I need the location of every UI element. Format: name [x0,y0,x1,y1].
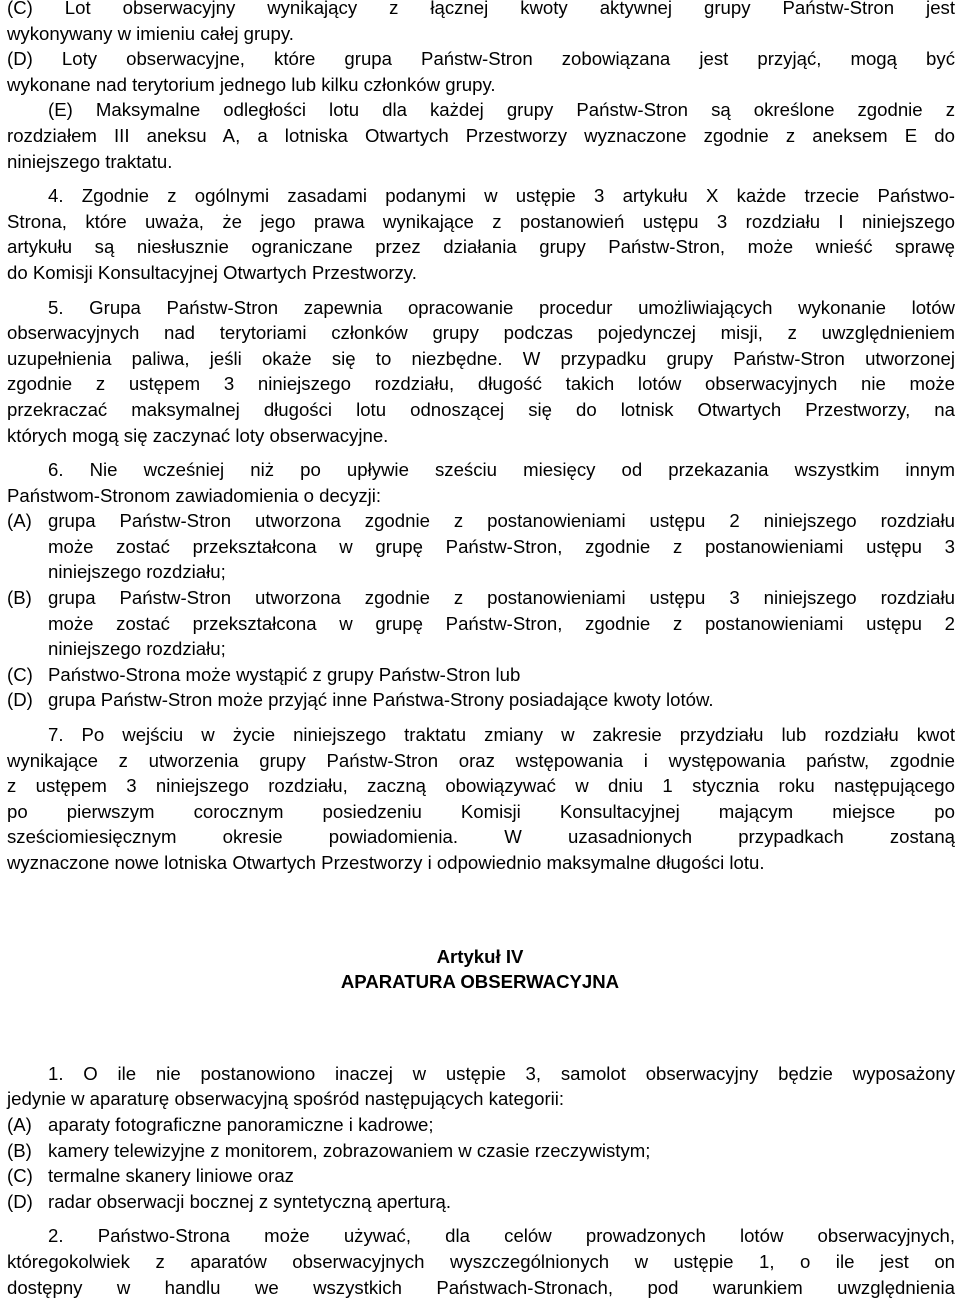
text-line: sześciomiesięcznym okresie powiadomienia. W uzasadnionych przypadkach zostaną [7,826,955,848]
text-line: 6. Nie wcześniej niż po upływie sześciu miesięcy od przekazania wszystkim innym [48,459,955,481]
text-line: rozdziałem III aneksu A, a lotniska Otwartych Przestworzy wyznaczone zgodnie z aneksem E do [7,124,955,146]
text-line: niniejszego rozdziału; [48,561,226,583]
list-item [0,662,960,688]
text-line: do Komisji Konsultacyjnej Otwartych Przestworzy. [7,261,417,283]
paragraph-d [0,46,960,97]
text-line: grupa Państw-Stron utworzona zgodnie z postanowieniami ustępu 2 niniejszego rozdziału [48,510,955,532]
text-line: kamery telewizyjne z monitorem, zobrazowaniem w czasie rzeczywistym; [48,1139,651,1161]
text-line: wykonywany w imieniu całej grupy. [7,22,294,44]
paragraph-5 [0,295,960,449]
paragraph-7 [0,722,960,876]
text-line: z ustępem 3 niniejszego rozdziału, zaczną obowiązywać w dniu 1 stycznia roku następującego [7,775,955,797]
text-line: (C) Lot obserwacyjny wynikający z łącznej kwoty aktywnej grupy Państw-Stron jest [7,0,955,18]
list-item-label: (B) [7,587,32,609]
text-line: może zostać przekształcona w grupę Państw-Stron, zgodnie z postanowieniami ustępu 3 [48,535,955,557]
text-line: aparaty fotograficzne panoramiczne i kadrowe; [48,1113,434,1135]
list-item-label: (A) [7,510,32,532]
list-item [0,508,960,534]
text-line: Państwo-Strona może wystąpić z grupy Państw-Stron lub [48,663,521,685]
text-line: radar obserwacji bocznej z syntetyczną aperturą. [48,1190,452,1212]
text-line: jedynie w aparaturę obserwacyjną spośród następujących kategorii: [7,1088,565,1110]
list-item [0,1112,960,1138]
list-item [0,1163,960,1189]
text-line: 7. Po wejściu w życie niniejszego traktatu zmiany w zakresie przydziału lub rozdziału kwot [48,724,955,746]
text-line: dostępny w handlu we wszystkich Państwach-Stronach, pod warunkiem uwzględnienia [7,1276,955,1298]
text-line: grupa Państw-Stron może przyjąć inne Państwa-Strony posiadające kwoty lotów. [48,689,714,711]
text-line: 5. Grupa Państw-Stron zapewnia opracowanie procedur umożliwiających wykonanie lotów [48,296,955,318]
text-line: po pierwszym corocznym posiedzeniu Komisji Konsultacyjnej mającym miejsce po [7,800,955,822]
text-line: Państwom-Stronom zawiadomienia o decyzji: [7,484,382,506]
text-line: 1. O ile nie postanowiono inaczej w ustępie 3, samolot obserwacyjny będzie wyposażony [48,1062,955,1084]
list-item-label: (A) [7,1113,32,1135]
article-4-paragraph-2 [0,1223,960,1300]
text-line: Strona, które uważa, że jego prawa wynikające z postanowień ustępu 3 rozdziału I niniejszego [7,210,955,232]
list-item [0,687,960,713]
text-line: termalne skanery liniowe oraz [48,1165,294,1187]
list-item-label: (D) [7,689,33,711]
text-line: 4. Zgodnie z ogólnymi zasadami podanymi w ustępie 3 artykułu X każde trzecie Państwo- [48,185,955,207]
text-line: wynikające z utworzenia grupy Państw-Stron oraz wstępowania i występowania państw, zgodnie [7,749,955,771]
article-number: Artykuł IV [436,945,524,967]
article-title: APARATURA OBSERWACYJNA [340,971,620,993]
paragraph-c [0,0,960,46]
text-line: zgodnie z ustępem 3 niniejszego rozdziału, długość takich lotów obserwacyjnych nie może [7,373,955,395]
text-line: 2. Państwo-Strona może używać, dla celów prowadzonych lotów obserwacyjnych, [48,1225,955,1247]
text-line: obserwacyjnych nad terytoriami członków grupy podczas pojedynczej misji, z uwzględnieniem [7,322,955,344]
list-item-label: (C) [7,1165,33,1187]
paragraph-6 [0,457,960,713]
list-item-label: (D) [7,1190,33,1212]
text-line: może zostać przekształcona w grupę Państw-Stron, zgodnie z postanowieniami ustępu 2 [48,612,955,634]
article-4-paragraph-1 [0,1061,960,1215]
text-line: któregokolwiek z aparatów obserwacyjnych wyszczególnionych w ustępie 1, o ile jest on [7,1250,955,1272]
text-line: niniejszego rozdziału; [48,638,226,660]
text-line: (D) Loty obserwacyjne, które grupa Państw-Stron zobowiązana jest przyjąć, mogą być [7,48,955,70]
text-line: grupa Państw-Stron utworzona zgodnie z postanowieniami ustępu 3 niniejszego rozdziału [48,587,955,609]
paragraph-4 [0,183,960,285]
text-line: (E) Maksymalne odległości lotu dla każdej grupy Państw-Stron są określone zgodnie z [48,99,955,121]
article-heading [0,944,960,995]
list-item [0,585,960,611]
text-line: niniejszego traktatu. [7,150,173,172]
text-line: których mogą się zaczynać loty obserwacyjne. [7,424,389,446]
list-item-label: (C) [7,663,33,685]
list-item-label: (B) [7,1139,32,1161]
text-line: wykonane nad terytorium jednego lub kilku członków grupy. [7,73,496,95]
list-item [0,1189,960,1215]
text-line: uzupełnienia paliwa, jeśli okaże się to niezbędne. W przypadku grupy Państw-Stron utworzonej [7,347,955,369]
list-item [0,1138,960,1164]
text-line: przekraczać maksymalnej długości lotu odnoszącej się do lotnisk Otwartych Przestworzy, na [7,398,955,420]
text-line: artykułu są niesłusznie ograniczane przez działania grupy Państw-Stron, może wnieść sprawę [7,236,955,258]
paragraph-e [0,97,960,174]
text-line: wyznaczone nowe lotniska Otwartych Przestworzy i odpowiednio maksymalne długości lotu. [7,852,765,873]
